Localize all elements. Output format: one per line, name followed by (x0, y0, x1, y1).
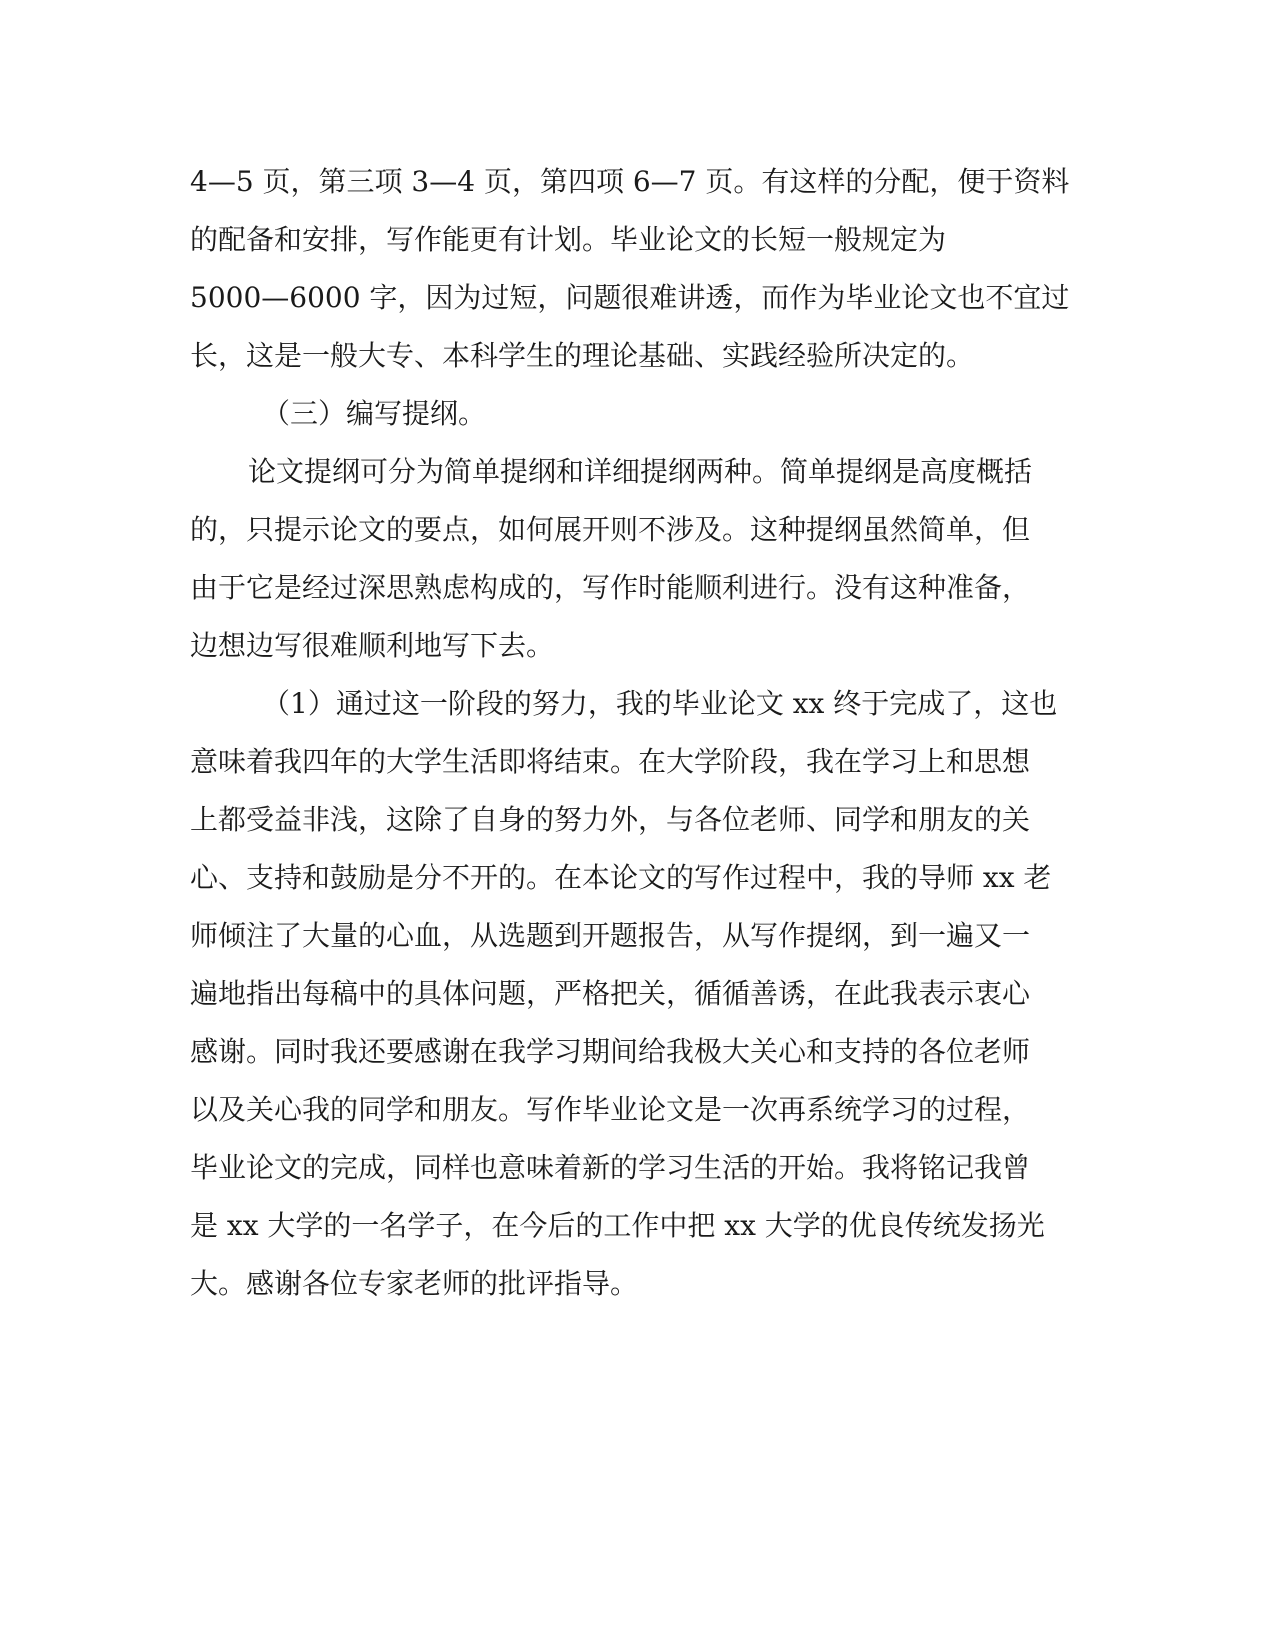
text-line-14: 师倾注了大量的心血，从选题到开题报告，从写作提纲，到一遍又一 (190, 919, 1031, 952)
text-line-18: 毕业论文的完成，同样也意味着新的学习生活的开始。我将铭记我曾 (190, 1151, 1031, 1184)
text-line-2: 的配备和安排，写作能更有计划。毕业论文的长短一般规定为 (190, 223, 947, 256)
text-line-6: 论文提纲可分为简单提纲和详细提纲两种。简单提纲是高度概括 (248, 455, 1033, 488)
text-line-16: 感谢。同时我还要感谢在我学习期间给我极大关心和支持的各位老师 (190, 1035, 1031, 1068)
text-line-1: 4—5 页，第三项 3—4 页，第四项 6—7 页。有这样的分配，便于资料 (190, 165, 1070, 198)
text-line-13: 心、支持和鼓励是分不开的。在本论文的写作过程中，我的导师 xx 老 (190, 861, 1052, 894)
text-line-8: 由于它是经过深思熟虑构成的，写作时能顺利进行。没有这种准备， (190, 571, 1031, 604)
text-line-19: 是 xx 大学的一名学子，在今后的工作中把 xx 大学的优良传统发扬光 (190, 1209, 1045, 1242)
section-heading: （三）编写提纲。 (262, 397, 487, 430)
text-line-9: 边想边写很难顺利地写下去。 (190, 629, 555, 662)
text-line-10: （1）通过这一阶段的努力，我的毕业论文 xx 终于完成了，这也 (262, 687, 1058, 720)
text-line-11: 意味着我四年的大学生活即将结束。在大学阶段，我在学习上和思想 (190, 745, 1031, 778)
text-line-7: 的，只提示论文的要点，如何展开则不涉及。这种提纲虽然简单，但 (190, 513, 1031, 546)
text-line-17: 以及关心我的同学和朋友。写作毕业论文是一次再系统学习的过程， (190, 1093, 1031, 1126)
text-line-3: 5000—6000 字，因为过短，问题很难讲透，而作为毕业论文也不宜过 (190, 281, 1070, 314)
text-line-20: 大。感谢各位专家老师的批评指导。 (190, 1267, 639, 1300)
text-line-4: 长，这是一般大专、本科学生的理论基础、实践经验所决定的。 (190, 339, 975, 372)
text-line-15: 遍地指出每稿中的具体问题，严格把关，循循善诱，在此我表示衷心 (190, 977, 1031, 1010)
text-line-12: 上都受益非浅，这除了自身的努力外，与各位老师、同学和朋友的关 (190, 803, 1031, 836)
